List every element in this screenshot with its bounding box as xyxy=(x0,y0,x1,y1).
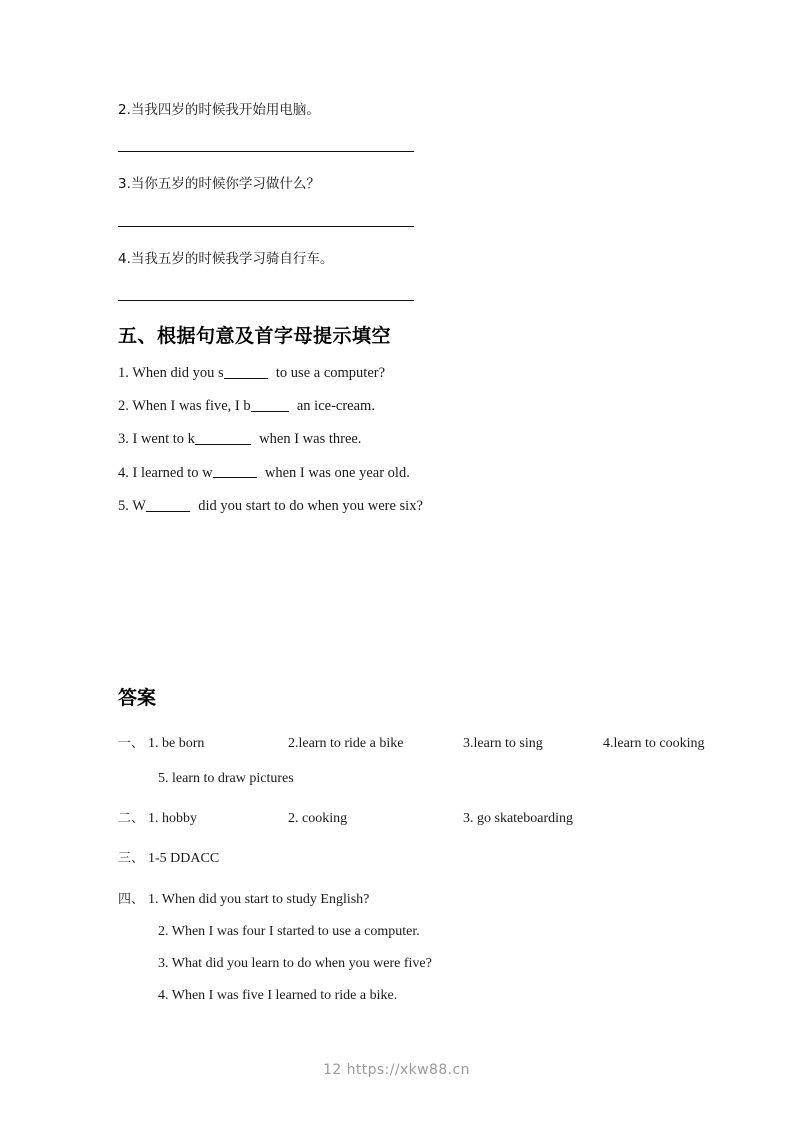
spacer xyxy=(118,867,718,888)
answer-cell: 1. hobby xyxy=(148,810,197,826)
answer-row-marker: 四、 xyxy=(118,891,145,907)
spacer xyxy=(118,515,718,683)
fill-blank-item xyxy=(118,397,718,415)
translation-item: 3.当你五岁的时候你学习做什么？ xyxy=(118,176,320,193)
fill-blank-item xyxy=(118,464,718,482)
answer-cell: 2. cooking xyxy=(288,810,348,826)
answer-sub-item: 3. What did you learn to do when you were five? xyxy=(158,955,432,971)
spacer xyxy=(118,152,718,174)
spacer xyxy=(118,710,718,732)
answer-row xyxy=(118,847,718,867)
answer-cell: 1. be born xyxy=(148,735,205,751)
fill-blank-prefix: 2. When I was five, I b xyxy=(118,397,251,414)
page-footer-watermark: 12 https://xkw88.cn xyxy=(323,1062,470,1078)
answer-row xyxy=(118,732,718,752)
spacer xyxy=(118,195,718,226)
fill-blank-suffix: when I was one year old. xyxy=(257,464,410,481)
fill-blank-suffix: when I was three. xyxy=(251,431,362,448)
answer-row-marker: 一、 xyxy=(118,735,145,751)
fill-blank-list xyxy=(118,364,718,515)
spacer xyxy=(118,348,718,364)
spacer xyxy=(118,908,718,924)
blank-input[interactable] xyxy=(213,464,257,479)
fill-blank-suffix: did you start to do when you were six? xyxy=(190,497,423,514)
answer-cell: 3.learn to sing xyxy=(463,735,543,751)
answer-row-marker: 三、 xyxy=(118,850,145,866)
answer-sub-item: 2. When I was four I started to use a computer. xyxy=(158,923,420,939)
answer-cell: 3. go skateboarding xyxy=(463,810,574,826)
answer-key-heading: 答案 xyxy=(118,686,157,709)
fill-blank-prefix: 4. I learned to w xyxy=(118,464,213,481)
fill-blank-prefix: 3. I went to k xyxy=(118,431,195,448)
spacer xyxy=(118,227,718,249)
fill-blank-item xyxy=(118,364,718,382)
spacer xyxy=(118,269,718,300)
spacer xyxy=(118,827,718,847)
answer-cell: 1-5 DDACC xyxy=(148,850,220,866)
translation-section xyxy=(118,100,718,301)
answer-row xyxy=(118,888,718,908)
fill-blank-prefix: 5. W xyxy=(118,497,146,514)
translation-item: 4.当我五岁的时候我学习骑自行车。 xyxy=(118,250,334,267)
fill-blank-item xyxy=(118,497,718,515)
fill-blank-prefix: 1. When did you s xyxy=(118,364,224,381)
answer-cell: 2.learn to ride a bike xyxy=(288,735,404,751)
blank-input[interactable] xyxy=(146,497,190,512)
answer-continuation: 5. learn to draw pictures xyxy=(158,770,294,786)
answer-cell: 1. When did you start to study English? xyxy=(148,891,370,907)
answer-sub-item: 4. When I was five I learned to ride a bike. xyxy=(158,987,398,1003)
blank-input[interactable] xyxy=(224,364,268,379)
fill-blank-suffix: to use a computer? xyxy=(268,364,386,381)
spacer xyxy=(118,301,718,321)
fill-blank-suffix: an ice-cream. xyxy=(289,397,375,414)
translation-item: 2.当我四岁的时候我开始用电脑。 xyxy=(118,102,320,118)
blank-input[interactable] xyxy=(251,397,289,412)
page-content xyxy=(118,100,718,1004)
answer-row xyxy=(118,807,718,827)
section-five-heading: 五、根据句意及首字母提示填空 xyxy=(118,324,392,347)
fill-blank-item xyxy=(118,430,718,448)
answer-cell: 4.learn to cooking xyxy=(603,735,705,751)
blank-input[interactable] xyxy=(195,430,251,445)
answer-row-marker: 二、 xyxy=(118,810,145,826)
spacer xyxy=(118,787,718,807)
spacer xyxy=(118,120,718,151)
